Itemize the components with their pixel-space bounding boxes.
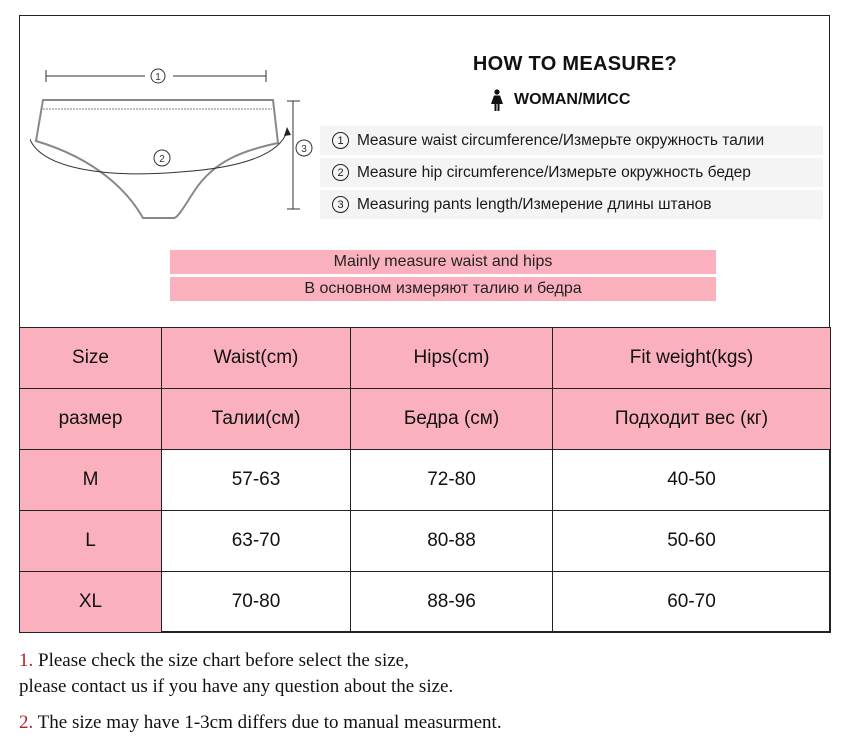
note-text: Please check the size chart before select the size, <box>33 650 409 671</box>
header-cell: Талии(см) <box>162 389 351 450</box>
note-russian: В основном измеряют талию и бедра <box>170 277 716 301</box>
size-cell: L <box>20 511 162 572</box>
header-cell: размер <box>20 389 162 450</box>
hips-cell: 80-88 <box>351 511 553 572</box>
step-number: 1 <box>332 132 349 149</box>
note-english: Mainly measure waist and hips <box>170 250 716 274</box>
panties-diagram <box>30 60 330 230</box>
header-cell: Бедра (см) <box>351 389 553 450</box>
step-text: Measure waist circumference/Измерьте окружность талии <box>357 131 765 149</box>
table-row <box>20 511 831 572</box>
gender-label <box>490 88 630 112</box>
svg-text:1: 1 <box>155 72 161 83</box>
table-row <box>20 572 831 633</box>
table-header-ru <box>20 389 831 450</box>
waist-cell: 63-70 <box>162 511 351 572</box>
header-cell: Size <box>20 328 162 389</box>
step-text: Measure hip circumference/Измерьте окружность бедер <box>357 163 751 181</box>
note-number: 1. <box>19 650 34 671</box>
weight-cell: 60-70 <box>553 572 831 633</box>
header-cell: Hips(cm) <box>351 328 553 389</box>
svg-text:2: 2 <box>159 154 165 165</box>
step-waist <box>320 126 823 155</box>
svg-text:3: 3 <box>301 144 307 155</box>
hips-cell: 88-96 <box>351 572 553 633</box>
note-number: 2. <box>19 712 34 733</box>
header-cell: Fit weight(kgs) <box>553 328 831 389</box>
hips-cell: 72-80 <box>351 450 553 511</box>
woman-icon <box>490 89 504 111</box>
header-cell: Подходит вес (кг) <box>553 389 831 450</box>
size-cell: XL <box>20 572 162 633</box>
measure-note <box>170 250 716 304</box>
table-row <box>20 450 831 511</box>
footer-notes <box>19 648 502 736</box>
step-length <box>320 190 823 219</box>
step-text: Measuring pants length/Измерение длины штанов <box>357 195 712 213</box>
note-text: The size may have 1-3cm differs due to manual measurment. <box>33 712 502 733</box>
size-cell: M <box>20 450 162 511</box>
step-number: 3 <box>332 196 349 213</box>
table-header-en <box>20 328 831 389</box>
header-cell: Waist(cm) <box>162 328 351 389</box>
footer-note-2 <box>19 710 502 736</box>
footer-note-1 <box>19 648 502 674</box>
weight-cell: 50-60 <box>553 511 831 572</box>
step-number: 2 <box>332 164 349 181</box>
page-title: HOW TO MEASURE? <box>472 53 678 75</box>
weight-cell: 40-50 <box>553 450 831 511</box>
step-hips <box>320 158 823 187</box>
waist-cell: 57-63 <box>162 450 351 511</box>
footer-note-1-cont: please contact us if you have any question about the size. <box>19 676 454 697</box>
waist-cell: 70-80 <box>162 572 351 633</box>
size-table <box>19 327 831 633</box>
measure-steps <box>320 126 823 222</box>
gender-label-text: WOMAN/МИСС <box>514 91 631 108</box>
